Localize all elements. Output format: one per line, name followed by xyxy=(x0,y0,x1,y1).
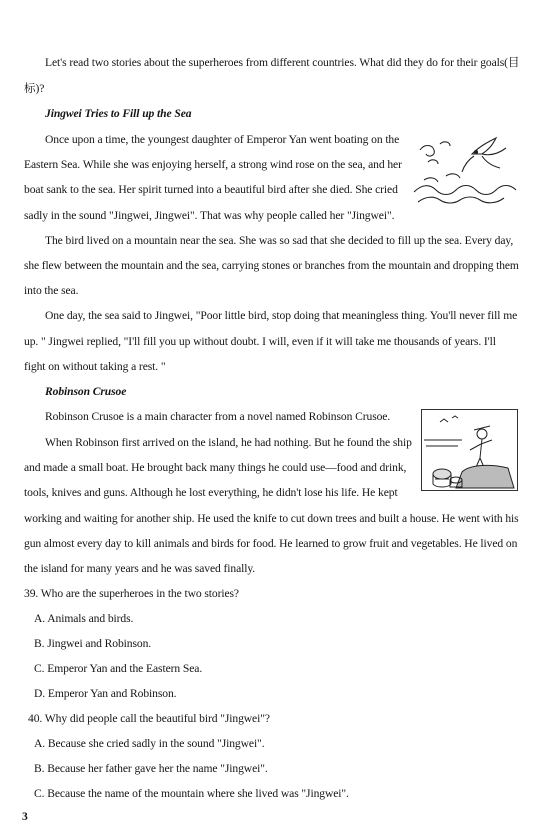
question-39-option-d[interactable]: D. Emperor Yan and Robinson. xyxy=(34,687,177,700)
story2-p2-line: gun almost every day to kill animals and birds for food. He learned to grow fruit and vegetables. He lived on xyxy=(24,537,518,550)
question-40-option-c[interactable]: C. Because the name of the mountain where she lived was "Jingwei". xyxy=(34,787,349,800)
question-40-option-b[interactable]: B. Because her father gave her the name "Jingwei". xyxy=(34,762,268,775)
story1-title: Jingwei Tries to Fill up the Sea xyxy=(45,107,192,120)
story1-p1-line: Eastern Sea. While she was enjoying herself, a strong wind rose on the sea, and her xyxy=(24,158,402,171)
question-39-stem: 39. Who are the superheroes in the two stories? xyxy=(24,587,239,600)
story2-p2-line: tools, knives and guns. Although he lost everything, he didn't lose his life. He kept xyxy=(24,486,398,499)
story2-title: Robinson Crusoe xyxy=(45,385,127,398)
story2-p1-line: Robinson Crusoe is a main character from a novel named Robinson Crusoe. xyxy=(45,410,391,423)
story1-p1-line: boat sank to the sea. Her spirit turned into a beautiful bird after she died. She cried xyxy=(24,183,398,196)
bird-over-waves-illustration xyxy=(410,132,518,210)
story1-p3-line: One day, the sea said to Jingwei, "Poor little bird, stop doing that meaningless thing. You'll never fill me xyxy=(45,309,518,322)
story1-p2-line: into the sea. xyxy=(24,284,79,297)
question-39-option-c[interactable]: C. Emperor Yan and the Eastern Sea. xyxy=(34,662,203,675)
question-40-stem: 40. Why did people call the beautiful bird "Jingwei"? xyxy=(28,712,270,725)
story2-p2-line: working and waiting for another ship. He used the knife to cut down trees and built a house. He went with his xyxy=(24,512,519,525)
question-40-option-a[interactable]: A. Because she cried sadly in the sound "Jingwei". xyxy=(34,737,265,750)
story1-p2-line: The bird lived on a mountain near the sea. She was so sad that she decided to fill up the sea. Every day, xyxy=(45,234,514,247)
story1-p3-line: fight on without taking a rest. " xyxy=(24,360,166,373)
story2-p2-line: When Robinson first arrived on the island, he had nothing. But he found the ship xyxy=(45,436,412,449)
question-39-option-b[interactable]: B. Jingwei and Robinson. xyxy=(34,637,152,650)
man-on-island-illustration xyxy=(421,409,518,491)
intro-line-2: 标)? xyxy=(24,82,45,95)
story1-p2-line: she flew between the mountain and the sea, carrying stones or branches from the mountain and dropping them xyxy=(24,259,519,272)
story1-p3-line: up. " Jingwei replied, "I'll fill you up without doubt. I will, even if it will take me thousands of years. I'll xyxy=(24,335,496,348)
page-number: 3 xyxy=(22,810,28,823)
story2-p2-line: and made a small boat. He brought back many things he could use—food and drink, xyxy=(24,461,407,474)
question-39-option-a[interactable]: A. Animals and birds. xyxy=(34,612,134,625)
story1-p1-line: sadly in the sound "Jingwei, Jingwei". That was why people called her "Jingwei". xyxy=(24,209,395,222)
story2-p2-line: the island for many years and he was saved finally. xyxy=(24,562,256,575)
intro-line-1: Let's read two stories about the superheroes from different countries. What did they do for their goals(目 xyxy=(45,56,520,69)
story1-p1-line: Once upon a time, the youngest daughter of Emperor Yan went boating on the xyxy=(45,133,400,146)
